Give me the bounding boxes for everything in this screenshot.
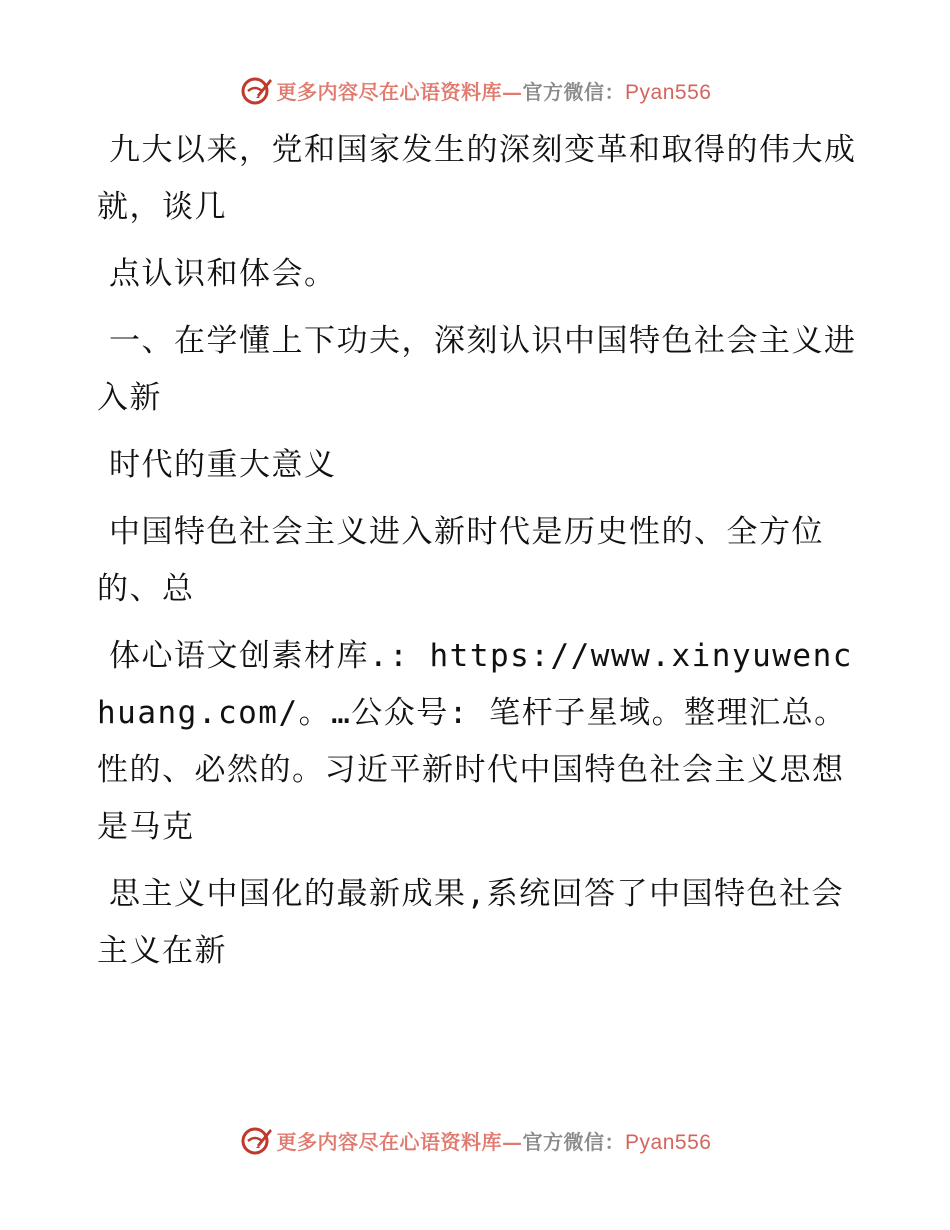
header-banner-text (277, 76, 712, 105)
paragraph-gap (97, 236, 857, 246)
header-account-id: Pyan556 (625, 80, 712, 104)
paragraph-gap (97, 427, 857, 437)
header-banner (0, 70, 950, 110)
header-banner-inner (239, 73, 712, 107)
paragraph-5: 中国特色社会主义进入新时代是历史性的、全方位的、总 (97, 514, 824, 607)
header-brand-text: 更多内容尽在心语资料库 (276, 79, 503, 104)
paragraph-4: 时代的重大意义 (109, 447, 337, 483)
paragraph-gap (97, 618, 857, 628)
footer-banner-text (277, 1126, 712, 1155)
footer-account-id: Pyan556 (625, 1130, 712, 1154)
paragraph-1: 九大以来，党和国家发生的深刻变革和取得的伟大成就，谈几 (97, 132, 857, 225)
pen-logo-icon (239, 1123, 273, 1157)
paragraph-gap (97, 856, 857, 866)
footer-banner-inner (239, 1123, 712, 1157)
footer-brand-text: 更多内容尽在心语资料库 (276, 1129, 503, 1154)
paragraph-gap (97, 303, 857, 313)
footer-official-label: 官方微信： (522, 1129, 626, 1154)
header-official-label: 官方微信： (522, 79, 626, 104)
paragraph-6: 体心语文创素材库.: https://www.xinyuwenchuang.com/。…公众号: 笔杆子星域。整理汇总。性的、必然的。习近平新时代中国特色社会主义思想是马克 (97, 638, 853, 845)
paragraph-2: 点认识和体会。 (109, 256, 337, 292)
footer-dash: — (502, 1129, 523, 1154)
paragraph-3: 一、在学懂上下功夫，深刻认识中国特色社会主义进入新 (97, 323, 857, 416)
paragraph-7: 思主义中国化的最新成果,系统回答了中国特色社会主义在新 (97, 876, 845, 969)
footer-banner (0, 1120, 950, 1160)
header-dash: — (502, 79, 523, 104)
pen-logo-icon (239, 73, 273, 107)
document-body (97, 122, 857, 980)
paragraph-gap (97, 494, 857, 504)
